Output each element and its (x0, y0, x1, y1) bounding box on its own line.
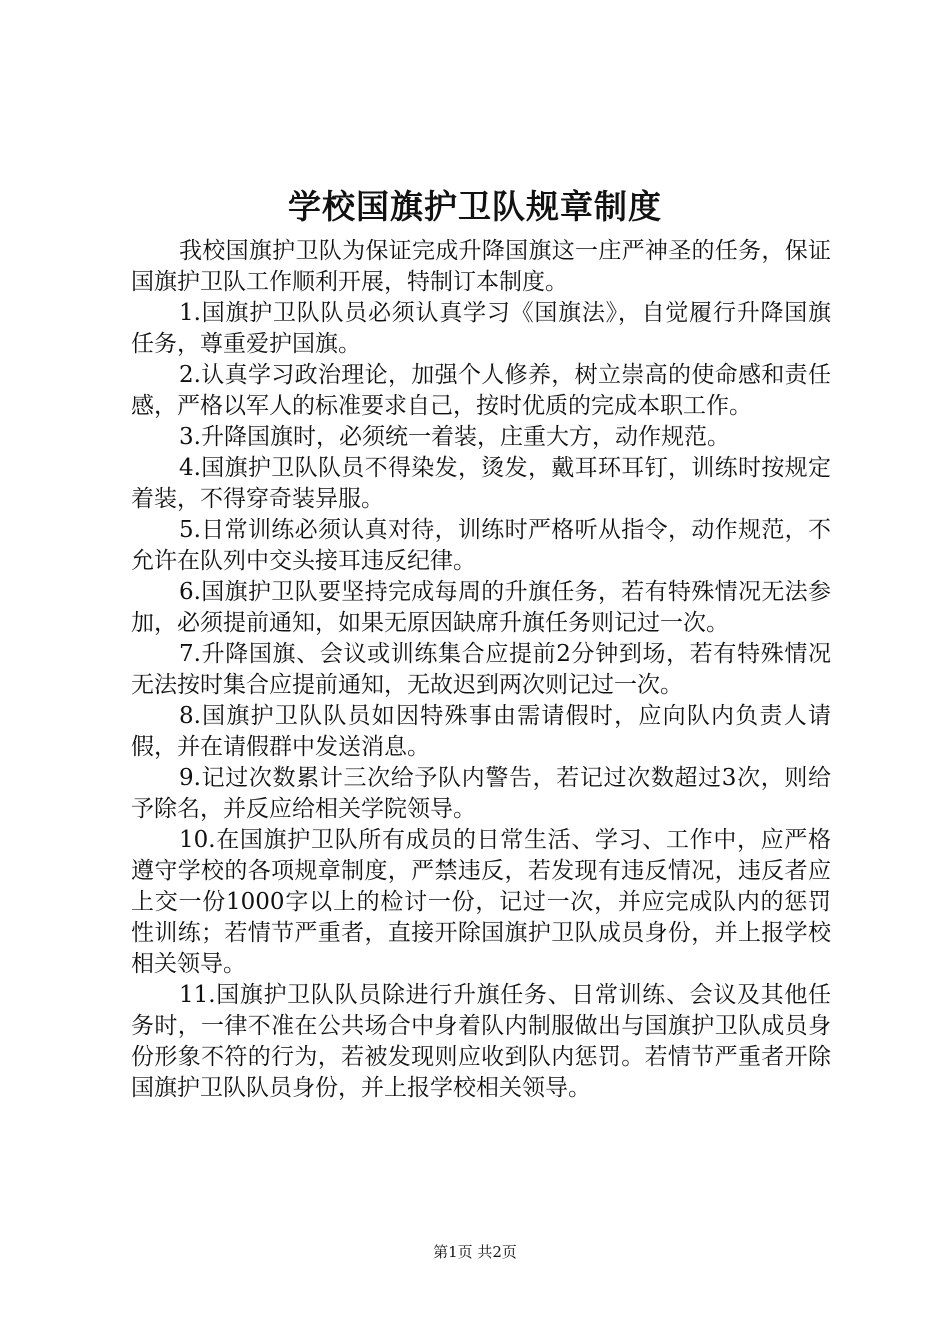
rule-paragraph-2: 2.认真学习政治理论，加强个人修养，树立崇高的使命感和责任感，严格以军人的标准要求自己，按时优质的完成本职工作。 (131, 362, 831, 419)
rule-paragraph-8: 8.国旗护卫队队员如因特殊事由需请假时，应向队内负责人请假，并在请假群中发送消息。 (131, 703, 831, 760)
rule-paragraph-1: 1.国旗护卫队队员必须认真学习《国旗法》，自觉履行升降国旗任务，尊重爱护国旗。 (131, 300, 831, 357)
rule-paragraph-7: 7.升降国旗、会议或训练集合应提前2分钟到场，若有特殊情况无法按时集合应提前通知，无故迟到两次则记过一次。 (131, 641, 831, 698)
rule-paragraph-3: 3.升降国旗时，必须统一着装，庄重大方，动作规范。 (179, 424, 730, 450)
page-footer: 第1页 共2页 (433, 1243, 517, 1261)
document-title: 学校国旗护卫队规章制度 (288, 187, 662, 226)
rule-paragraph-11: 11.国旗护卫队队员除进行升旗任务、日常训练、会议及其他任务时，一律不准在公共场合中身着队内制服做出与国旗护卫队成员身份形象不符的行为，若被发现则应收到队内惩罚。若情节严重者开除国旗护卫队队员身份，并上报学校相关领导。 (131, 982, 831, 1101)
intro-paragraph: 我校国旗护卫队为保证完成升降国旗这一庄严神圣的任务，保证国旗护卫队工作顺利开展，特制订本制度。 (131, 238, 831, 295)
rule-paragraph-10: 10.在国旗护卫队所有成员的日常生活、学习、工作中，应严格遵守学校的各项规章制度，严禁违反，若发现有违反情况，违反者应上交一份1000字以上的检讨一份，记过一次，并应完成队内的惩罚性训练；若情节严重者，直接开除国旗护卫队成员身份，并上报学校相关领导。 (131, 827, 831, 977)
rule-paragraph-5: 5.日常训练必须认真对待，训练时严格听从指令，动作规范，不允许在队列中交头接耳违反纪律。 (131, 517, 831, 574)
rule-paragraph-4: 4.国旗护卫队队员不得染发，烫发，戴耳环耳钉，训练时按规定着装，不得穿奇装异服。 (131, 455, 831, 512)
document-body (131, 236, 831, 1104)
rule-paragraph-9: 9.记过次数累计三次给予队内警告，若记过次数超过3次，则给予除名，并反应给相关学院领导。 (131, 765, 831, 822)
rule-paragraph-6: 6.国旗护卫队要坚持完成每周的升旗任务，若有特殊情况无法参加，必须提前通知，如果无原因缺席升旗任务则记过一次。 (131, 579, 831, 636)
